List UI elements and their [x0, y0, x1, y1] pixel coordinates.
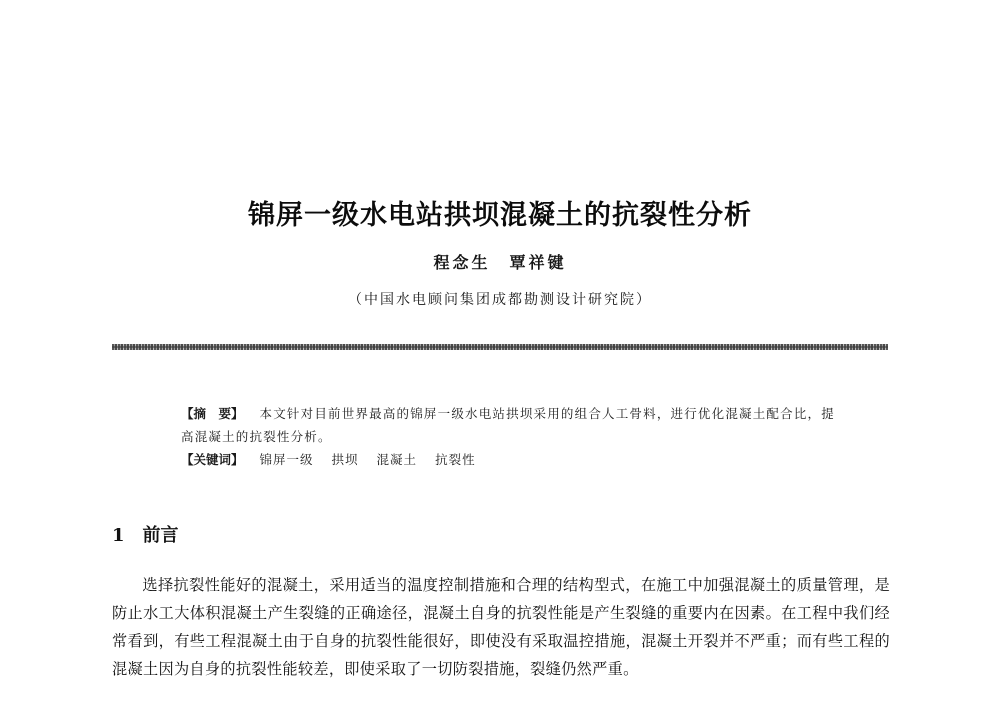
paper-affiliation: （中国水电顾问集团成都勘测设计研究院）: [348, 292, 652, 308]
keywords-label: 【关键词】: [181, 452, 244, 467]
body-paragraph: 选择抗裂性能好的混凝土，采用适当的温度控制措施和合理的结构型式，在施工中加强混凝土的质量管理，是防止水工大体积混凝土产生裂缝的正确途径，混凝土自身的抗裂性能是产生裂缝的重要内在因素。在工程中我们经常看到，有些工程混凝土由于自身的抗裂性能很好，即使没有采取温控措施，混凝土开裂并不严重；而有些工程的混凝土因为自身的抗裂性能较差，即使采取了一切防裂措施，裂缝仍然严重。: [112, 576, 890, 678]
paper-authors: 程念生 覃祥键: [433, 253, 567, 272]
abstract-block: [181, 402, 841, 448]
separator-rule: [112, 344, 888, 350]
section-heading: [112, 521, 179, 547]
keyword-item: 锦屏一级: [259, 452, 314, 467]
section-number: 1: [112, 525, 125, 546]
keyword-item: 拱坝: [331, 452, 359, 467]
section-title: 前言: [142, 525, 179, 546]
keyword-item: 抗裂性: [435, 452, 476, 467]
abstract-text: 本文针对目前世界最高的锦屏一级水电站拱坝采用的组合人工骨料，进行优化混凝土配合比，提高混凝土的抗裂性分析。: [181, 406, 835, 444]
keywords-list: [260, 452, 494, 467]
abstract-label: 【摘 要】: [181, 406, 244, 421]
keyword-item: 混凝土: [376, 452, 418, 467]
paper-title: 锦屏一级水电站拱坝混凝土的抗裂性分析: [248, 200, 752, 231]
keywords-block: [181, 450, 841, 468]
